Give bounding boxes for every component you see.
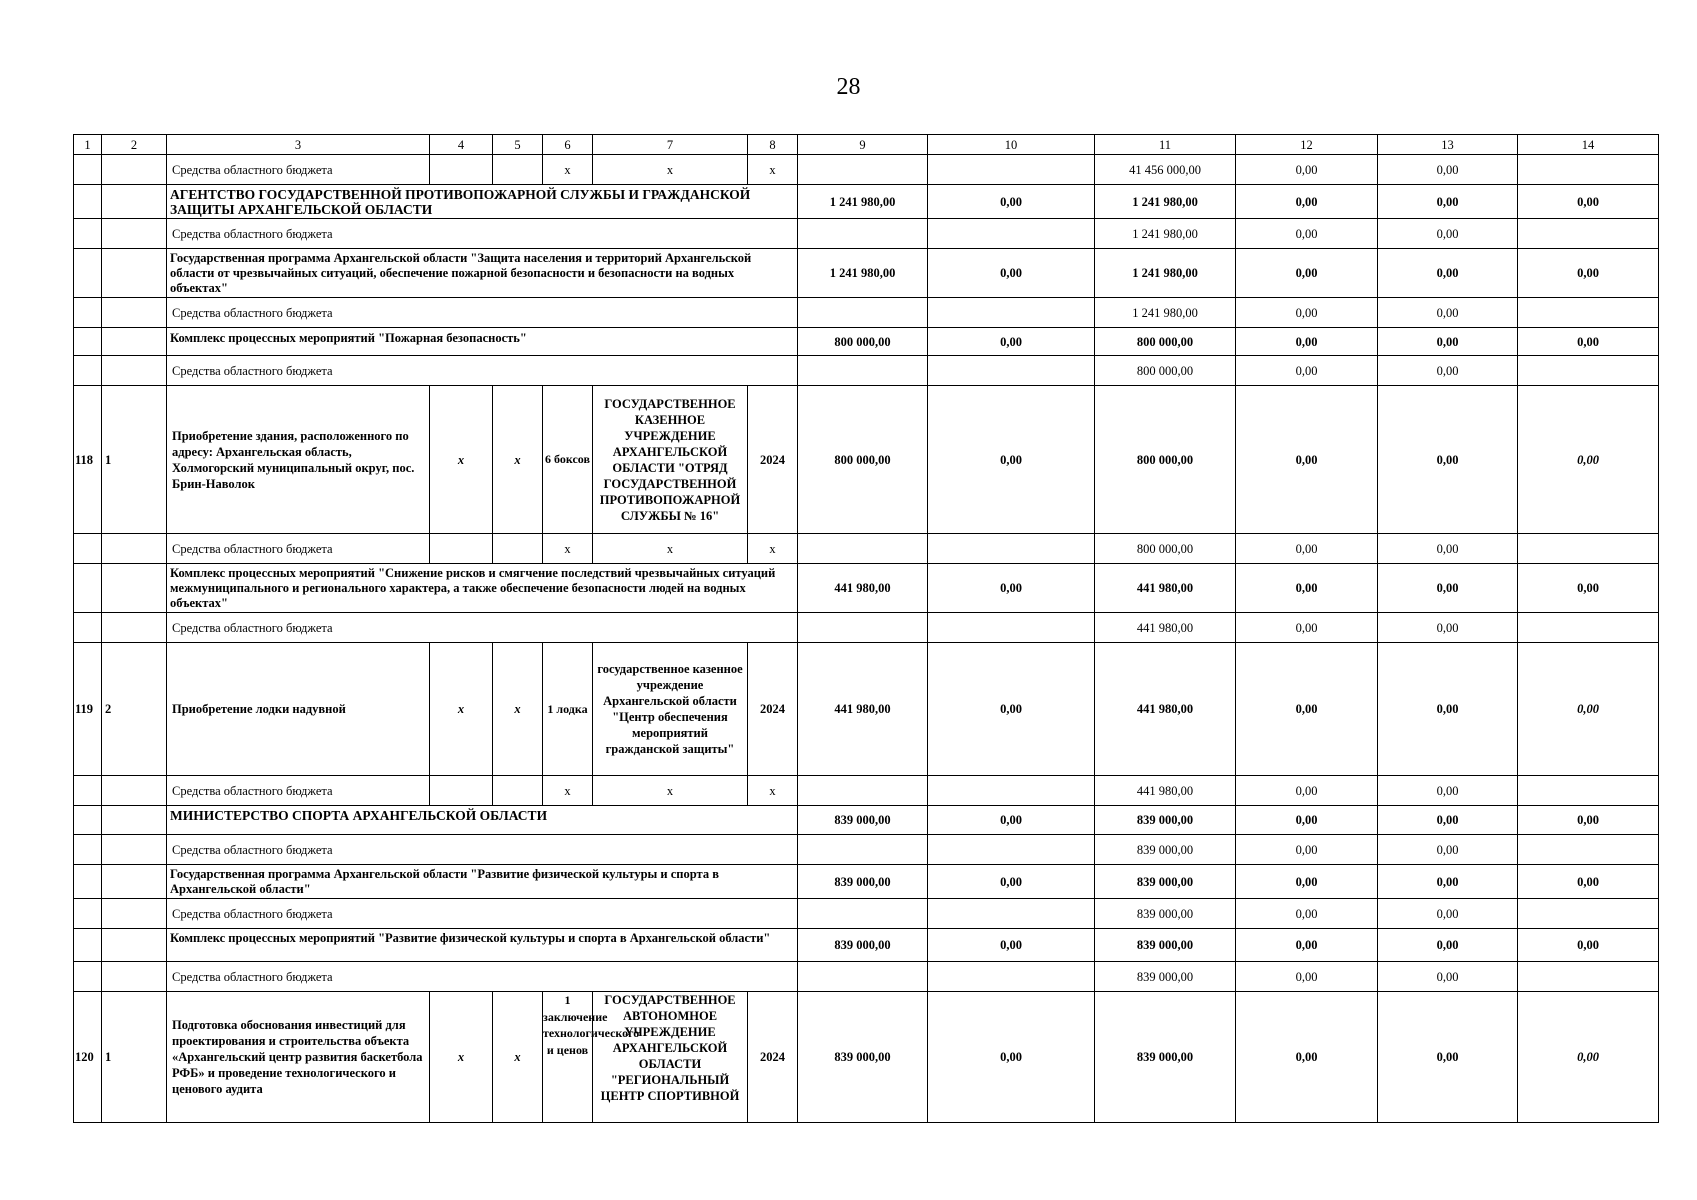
complex-title: Комплекс процессных мероприятий "Пожарная безопасность" bbox=[167, 328, 798, 356]
col-header: 12 bbox=[1236, 135, 1378, 155]
source-label: Средства областного бюджета bbox=[167, 534, 430, 564]
budget-table bbox=[73, 134, 1659, 1123]
col-header: 11 bbox=[1095, 135, 1236, 155]
table-row: Средства областного бюджета 800 000,00 0,00 0,00 bbox=[74, 356, 1659, 386]
item-name: Приобретение здания, расположенного по адресу: Архангельская область, Холмогорский муниципальный округ, пос. Брин-Наволок bbox=[167, 386, 430, 534]
table-row: Средства областного бюджета 1 241 980,00 0,00 0,00 bbox=[74, 298, 1659, 328]
col-header: 14 bbox=[1518, 135, 1659, 155]
table-row: Средства областного бюджета x x x 800 000,00 0,00 0,00 bbox=[74, 534, 1659, 564]
table-row: Средства областного бюджета 839 000,00 0,00 0,00 bbox=[74, 962, 1659, 992]
source-label: Средства областного бюджета bbox=[167, 776, 430, 806]
table-row: Комплекс процессных мероприятий "Развитие физической культуры и спорта в Архангельской области" 839 000,00 0,00 839 000,00 0,00 0,00 0,00 bbox=[74, 929, 1659, 962]
col-header: 8 bbox=[748, 135, 798, 155]
table-row: Комплекс процессных мероприятий "Снижение рисков и смягчение последствий чрезвычайных ситуаций межмуниципального и регионального характера, а также обеспечение безопасности людей на водных объектах" 441 980,00 0,00 441 980,00 0,00 0,00 0,00 bbox=[74, 564, 1659, 613]
source-label: Средства областного бюджета bbox=[167, 899, 798, 929]
table-row: Средства областного бюджета 1 241 980,00 0,00 0,00 bbox=[74, 219, 1659, 249]
table-row: 120 1 Подготовка обоснования инвестиций для проектирования и строительства объекта «Архангельский центр развития баскетбола РФБ» и проведение технологического и ценового аудита x x 1 заключение технологического и ценов ГОСУДАРСТВЕННОЕ АВТОНОМНОЕ УЧРЕЖДЕНИЕ АРХАНГЕЛЬСКОЙ ОБЛАСТИ "РЕГИОНАЛЬНЫЙ ЦЕНТР СПОРТИВНОЙ 2024 839 000,00 0,00 839 000,00 0,00 0,00 0,00 bbox=[74, 992, 1659, 1123]
item-name: Приобретение лодки надувной bbox=[167, 643, 430, 776]
page-number: 28 bbox=[836, 74, 861, 100]
complex-title: Комплекс процессных мероприятий "Снижение рисков и смягчение последствий чрезвычайных ситуаций межмуниципального и регионального характера, а также обеспечение безопасности людей на водных объектах" bbox=[167, 564, 798, 613]
organization: государственное казенное учреждение Архангельской области "Центр обеспечения мероприятий гражданской защиты" bbox=[593, 643, 748, 776]
program-title: Государственная программа Архангельской области "Защита населения и территорий Архангельской области от чрезвычайных ситуаций, обеспечение пожарной безопасности и безопасности на водных объектах" bbox=[167, 249, 798, 298]
source-label: Средства областного бюджета bbox=[167, 613, 798, 643]
col-header: 2 bbox=[102, 135, 167, 155]
organization: ГОСУДАРСТВЕННОЕ АВТОНОМНОЕ УЧРЕЖДЕНИЕ АРХАНГЕЛЬСКОЙ ОБЛАСТИ "РЕГИОНАЛЬНЫЙ ЦЕНТР СПОРТИВНОЙ bbox=[593, 992, 748, 1123]
table-row: 118 1 Приобретение здания, расположенного по адресу: Архангельская область, Холмогорский муниципальный округ, пос. Брин-Наволок x x 6 боксов ГОСУДАРСТВЕННОЕ КАЗЕННОЕ УЧРЕЖДЕНИЕ АРХАНГЕЛЬСКОЙ ОБЛАСТИ "ОТРЯД ГОСУДАРСТВЕННОЙ ПРОТИВОПОЖАРНОЙ СЛУЖБЫ № 16" 2024 800 000,00 0,00 800 000,00 0,00 0,00 0,00 bbox=[74, 386, 1659, 534]
table-row: МИНИСТЕРСТВО СПОРТА АРХАНГЕЛЬСКОЙ ОБЛАСТИ 839 000,00 0,00 839 000,00 0,00 0,00 0,00 bbox=[74, 806, 1659, 835]
table-row: 119 2 Приобретение лодки надувной x x 1 лодка государственное казенное учреждение Архангельской области "Центр обеспечения мероприятий гражданской защиты" 2024 441 980,00 0,00 441 980,00 0,00 0,00 0,00 bbox=[74, 643, 1659, 776]
table-row: Средства областного бюджета x x x 441 980,00 0,00 0,00 bbox=[74, 776, 1659, 806]
organization: ГОСУДАРСТВЕННОЕ КАЗЕННОЕ УЧРЕЖДЕНИЕ АРХАНГЕЛЬСКОЙ ОБЛАСТИ "ОТРЯД ГОСУДАРСТВЕННОЙ ПРОТИВОПОЖАРНОЙ СЛУЖБЫ № 16" bbox=[593, 386, 748, 534]
col-header: 6 bbox=[543, 135, 593, 155]
col-header: 9 bbox=[798, 135, 928, 155]
item-name: Подготовка обоснования инвестиций для проектирования и строительства объекта «Архангельский центр развития баскетбола РФБ» и проведение технологического и ценового аудита bbox=[167, 992, 430, 1123]
program-title: Государственная программа Архангельской области "Развитие физической культуры и спорта в Архангельской области" bbox=[167, 865, 798, 899]
table-row: Государственная программа Архангельской области "Защита населения и территорий Архангельской области от чрезвычайных ситуаций, обеспечение пожарной безопасности и безопасности на водных объектах" 1 241 980,00 0,00 1 241 980,00 0,00 0,00 0,00 bbox=[74, 249, 1659, 298]
table-row: Средства областного бюджета x x x 41 456 000,00 0,00 0,00 bbox=[74, 155, 1659, 185]
col-header: 5 bbox=[493, 135, 543, 155]
table-row: АГЕНТСТВО ГОСУДАРСТВЕННОЙ ПРОТИВОПОЖАРНОЙ СЛУЖБЫ И ГРАЖДАНСКОЙ ЗАЩИТЫ АРХАНГЕЛЬСКОЙ ОБЛАСТИ 1 241 980,00 0,00 1 241 980,00 0,00 0,00 0,00 bbox=[74, 185, 1659, 219]
complex-title: Комплекс процессных мероприятий "Развитие физической культуры и спорта в Архангельской области" bbox=[167, 929, 798, 962]
agency-title: АГЕНТСТВО ГОСУДАРСТВЕННОЙ ПРОТИВОПОЖАРНОЙ СЛУЖБЫ И ГРАЖДАНСКОЙ ЗАЩИТЫ АРХАНГЕЛЬСКОЙ ОБЛАСТИ bbox=[167, 185, 798, 219]
col-header: 3 bbox=[167, 135, 430, 155]
source-label: Средства областного бюджета bbox=[167, 835, 798, 865]
col-header: 1 bbox=[74, 135, 102, 155]
table-row: Средства областного бюджета 441 980,00 0,00 0,00 bbox=[74, 613, 1659, 643]
table-row: Средства областного бюджета 839 000,00 0,00 0,00 bbox=[74, 899, 1659, 929]
table-row: Средства областного бюджета 839 000,00 0,00 0,00 bbox=[74, 835, 1659, 865]
source-label: Средства областного бюджета bbox=[167, 298, 798, 328]
source-label: Средства областного бюджета bbox=[167, 219, 798, 249]
table-row: Государственная программа Архангельской области "Развитие физической культуры и спорта в Архангельской области" 839 000,00 0,00 839 000,00 0,00 0,00 0,00 bbox=[74, 865, 1659, 899]
col-header: 7 bbox=[593, 135, 748, 155]
source-label: Средства областного бюджета bbox=[167, 155, 430, 185]
ministry-title: МИНИСТЕРСТВО СПОРТА АРХАНГЕЛЬСКОЙ ОБЛАСТИ bbox=[167, 806, 798, 835]
table-row: Комплекс процессных мероприятий "Пожарная безопасность" 800 000,00 0,00 800 000,00 0,00 0,00 0,00 bbox=[74, 328, 1659, 356]
col-header: 10 bbox=[928, 135, 1095, 155]
col-header: 4 bbox=[430, 135, 493, 155]
col-header: 13 bbox=[1378, 135, 1518, 155]
source-label: Средства областного бюджета bbox=[167, 962, 798, 992]
source-label: Средства областного бюджета bbox=[167, 356, 798, 386]
column-number-row bbox=[74, 135, 1659, 155]
